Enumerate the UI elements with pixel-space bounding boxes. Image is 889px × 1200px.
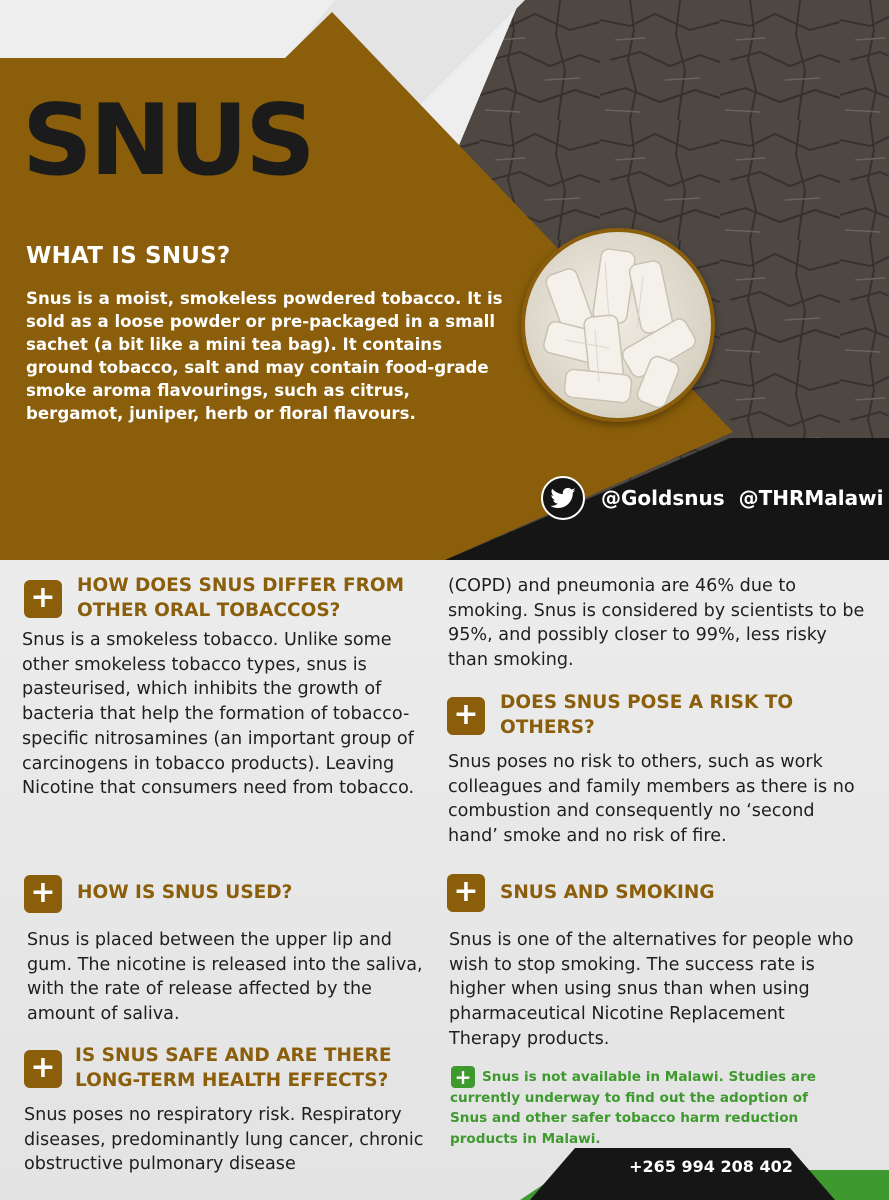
phone-number[interactable]: +265 994 208 402 [629, 1157, 793, 1176]
section-text-safe-continued: (COPD) and pneumonia are 46% due to smoking. Snus is considered by scientists to be 95%, and possibly closer to 99%, less risky than smoking. [448, 576, 865, 671]
section-text-smoking: Snus is one of the alternatives for people who wish to stop smoking. The success rate is higher when using snus than when using pharmaceutical Nicotine Replacement Therapy products. [449, 930, 854, 1049]
section-title-smoking: SNUS AND SMOKING [500, 882, 715, 903]
section-text-used: Snus is placed between the upper lip and gum. The nicotine is released into the saliva, with the rate of release affected by the amount of saliva. [27, 930, 423, 1025]
plus-icon: + [451, 1066, 475, 1088]
plus-icon: + [447, 874, 485, 912]
section-text-safe: Snus poses no respiratory risk. Respiratory diseases, predominantly lung cancer, chronic obstructive pulmonary disease [24, 1105, 424, 1175]
plus-icon: + [24, 580, 62, 618]
section-title-safe: IS SNUS SAFE AND ARE THERE LONG-TERM HEALTH EFFECTS? [75, 1045, 392, 1091]
snus-pouches-image [521, 228, 715, 422]
intro-body: Snus is a moist, smokeless powdered tobacco. It is sold as a loose powder or pre-packaged in a small sachet (a bit like a mini tea bag). It contains ground tobacco, salt and may contain food-grade smoke aroma flavourings, such as citrus, bergamot, juniper, herb or floral flavours. [26, 289, 503, 423]
plus-icon: + [447, 697, 485, 735]
headline: SNUS [22, 84, 313, 198]
twitter-handle-thrmalawi[interactable]: @THRMalawi [738, 486, 884, 510]
section-text-risk-others: Snus poses no risk to others, such as work colleagues and family members as there is no combustion and consequently no ‘second hand’ smoke and no risk of fire. [448, 752, 855, 847]
section-text-differ: Snus is a smokeless tobacco. Unlike some other smokeless tobacco types, snus is pasteurised, which inhibits the growth of bacteria that help the formation of tobacco-specific nitrosamines (an important group of carcinogens in tobacco products). Leaving Nicotine that consumers need from tobacco. [22, 630, 415, 799]
section-title-risk-others: DOES SNUS POSE A RISK TO OTHERS? [500, 692, 794, 738]
twitter-icon[interactable] [541, 476, 585, 520]
plus-icon: + [24, 875, 62, 913]
twitter-handle-goldsnus[interactable]: @Goldsnus [601, 486, 725, 510]
plus-icon: + [24, 1050, 62, 1088]
intro-title: WHAT IS SNUS? [26, 243, 231, 269]
social-handles [541, 473, 884, 523]
availability-note: Snus is not available in Malawi. Studies are currently underway to find out the adoption of Snus and other safer tobacco harm reduction products in Malawi. [450, 1069, 816, 1147]
section-title-differ: HOW DOES SNUS DIFFER FROM OTHER ORAL TOBACCOS? [77, 575, 404, 621]
section-title-used: HOW IS SNUS USED? [77, 882, 293, 903]
